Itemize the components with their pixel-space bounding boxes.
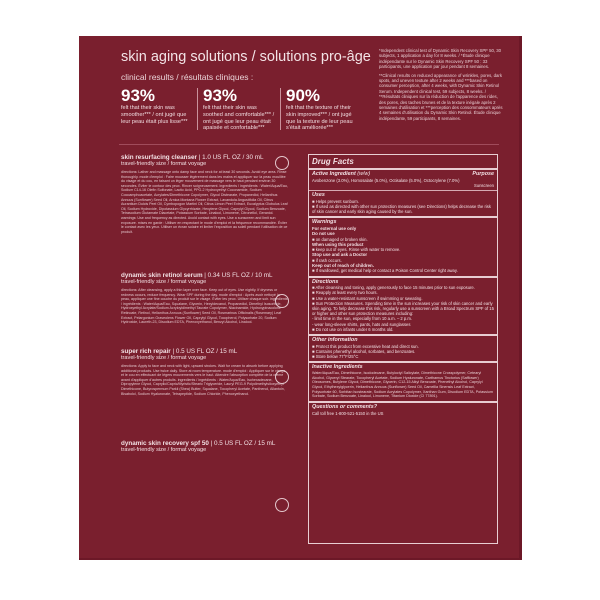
product-size: | 0.34 US FL OZ / 10 mL (204, 272, 273, 279)
use-item: ■ Helps prevent sunburn. (312, 198, 359, 204)
active-ingredient-section (309, 170, 497, 191)
stat-soothed (203, 86, 278, 132)
product-name: dynamic skin recovery spf 50 (121, 440, 209, 447)
other-heading: Other information (312, 337, 358, 344)
product-size: | 1.0 US FL OZ / 30 mL (198, 154, 264, 161)
use-item: ■ If used as directed with other sun protection measures (see Directions) helps decrease the risk of skin cancer and early skin aging caused by the sun. (312, 203, 491, 214)
page-subtitle: clinical results / résultats cliniques : (121, 72, 254, 82)
active-heading: Active Ingredient (312, 171, 356, 177)
stat-divider (197, 88, 198, 130)
product-format: travel-friendly size / format voyage (121, 161, 207, 168)
directions-heading: Directions (312, 278, 339, 285)
stat-percent: 90% (286, 86, 321, 105)
other-info-section (309, 336, 497, 363)
section-divider (119, 144, 499, 145)
direction-item: - limit time in the sun, especially from 10 a.m. – 2 p.m. (312, 316, 413, 322)
direction-item: ■ Sun Protection Measures. Spending time in the sun increases your risk of skin cancer and early skin aging. To help decrease this risk, regularly use a sunscreen with a Broad Spectrum SPF of 15 or higher and other sun protection measures including: (312, 300, 494, 317)
purpose-heading: Purpose (472, 171, 494, 177)
page-title: skin aging solutions / solutions pro-âge (121, 49, 371, 65)
product-list (121, 154, 289, 456)
inactive-section (309, 363, 497, 403)
active-suffix: (w/w) (357, 171, 371, 177)
warn-external: For external use only (312, 225, 357, 231)
other-item: ■ Protect this product from excessive heat and direct sun. (312, 343, 419, 349)
other-item: ■ Store below 77°F/25°C (312, 354, 359, 360)
directions-section (309, 278, 497, 336)
questions-heading: Questions or comments? (312, 404, 377, 411)
drug-facts-title: Drug Facts (309, 155, 497, 170)
purpose-text: Sunscreen (473, 182, 494, 188)
clinical-footnotes (379, 48, 504, 124)
product-cleanser (121, 154, 289, 268)
stat-percent: 93% (121, 86, 156, 105)
warn-keep: ■ If swallowed, get medical help or contact a Poison Control Center right away. (312, 268, 458, 274)
product-details: directions: After cleansing, apply a thin layer over face. Keep out of eyes. Use nightly. If dryness or redness occurs, reduce frequency. Wear SPF during the day. mode d'emploi : Après avoir nettoyé la peau, appliquer une fine couche du produit sur le visage. Éviter les yeux. Utiliser chaque soir. ingredients / ingrédients : Water/Aqua/Eau, Squalane, Glycerin, Hexyldecanol, Propanediol, Dimethyl Isosorbide, Hydroxyethyl Acrylate/Sodium Acryloyldimethyl Taurate Copolymer, Niacinamide, Hydroxypinacolone Retinoate, Retinol, Helianthus Annuus (Sunflower) Seed Oil, Rosmarinus Officinalis (Rosemary) Leaf Extract, Pelargonium Graveolens Flower Oil, Caprylyl Glycol, Tocopherol, Polysorbate 20, Sodium Hydroxide, Laureth-23, Disodium EDTA, Phenoxyethanol, Benzyl Alcohol, Linalool. (121, 288, 288, 325)
recycle-icon (275, 156, 289, 170)
product-skin-recovery (121, 440, 289, 454)
questions-text: Call toll free 1-800-521-5150 in the US (312, 410, 384, 416)
warn-when: ■ keep out of eyes. Rinse with water to remove. (312, 247, 401, 253)
warn-donot-heading: Do not use (312, 231, 335, 237)
active-text: Avobenzone (3.0%), Homosalate (5.0%), Octisalate (5.0%), Octocrylene (7.0%) (312, 177, 460, 183)
product-format: travel-friendly size / format voyage (121, 355, 207, 362)
inactive-text: Water/Aqua/Eau, Dimethicone, Isododecane, Butyloctyl Salicylate, Dimethicone Crosspolymer, Cetearyl Alcohol, Glyceryl Stearate, Tocopheryl Acetate, Sodium Hyaluronate, Carthamus Tinctorius (Safflower) Oleosomes, Butylene Glycol, Dimethicone, Glycerin, C12-15 Alkyl Benzoate, Phenethyl Alcohol, Caprylyl Glycol, Ethylhexylglycerin, Helianthus Annuus (Sunflower) Seed Oil, Camellia Sinensis Leaf Extract, Polysorbate 60, Sorbitan Isostearate, Sodium Acrylates Copolymer, Xanthan Gum, Disodium EDTA, Potassium Sorbate, Sodium Benzoate, Linalool, Limonene, Titanium Dioxide (CI 77891). (312, 370, 493, 399)
product-size: | 0.5 US FL OZ / 15 mL (210, 440, 276, 447)
recycle-icon (275, 498, 289, 512)
direction-item: ■ Use a water-resistant sunscreen if swimming or sweating. (312, 295, 423, 301)
direction-item: ■ After cleansing and toning, apply generously to face 15 minutes prior to sun exposure. (312, 285, 475, 291)
direction-item: - wear long-sleeve shirts, pants, hats and sunglasses (312, 321, 411, 327)
product-box-back (79, 36, 522, 560)
questions-section (309, 403, 497, 418)
direction-item: ■ Do not use on infants under 6 months old. (312, 326, 394, 332)
warn-when-heading: When using this product (312, 241, 364, 247)
warnings-heading: Warnings (312, 219, 337, 226)
warn-keep-heading: Keep out of reach of children. (312, 263, 374, 269)
stat-texture (286, 86, 361, 132)
warn-donot: ■ on damaged or broken skin. (312, 236, 368, 242)
other-item: ■ Contains phenethyl alcohol, sorbates, and benzoates. (312, 348, 416, 354)
warnings-section (309, 218, 497, 277)
direction-item: ■ Reapply at least every two hours. (312, 290, 378, 296)
stat-text: felt that the texture of their skin improved*** / ont jugé que la texture de leur peau s'était améliorée*** (286, 105, 353, 132)
footnote: **Clinical results on reduced appearance of wrinkles, pores, dark spots, and uneven texture after 2 weeks and ***based on consumer perception, after 4 weeks, with Dynamic Skin Retinol Serum. Independent clinical test, 59 subjects, 8 weeks. / **Résultats cliniques sur la réduction de l'apparence des rides, des pores, des taches brunes et de la texture inégale après 2 semaines d'utilisation et ***perception des consommateurs après 4 semaines d'utilisation du Dynamic Skin Retinol. Étude clinique indépendante, 59 participants, 8 semaines. (379, 72, 503, 121)
inactive-heading: Inactive Ingredients (312, 364, 363, 371)
drug-facts-panel (308, 154, 498, 544)
uses-heading: Uses (312, 192, 325, 198)
product-name: super rich repair (121, 348, 171, 355)
product-details: directions: Apply to face and neck with light, upward strokes. Wait for cream to absorb before applying additional products. Use twice daily. Store at room temperature. mode d'emploi : Appliquer sur le visage et le cou en effectuant de légers mouvements vers le haut. Attendre l'absorption complète de la crème avant d'appliquer d'autres produits. ingredients / ingrédients : Water/Aqua/Eau, Isohexadecane, Dipropylene Glycol, Caprylic/Capric/Myristic/Stearic Triglyceride, Lauryl PEG-9 Polydimethylsiloxyethyl Dimethicone, Butyrospermum Parkii (Shea) Butter, Squalane, Tocopheryl Acetate, Panthenol, Allantoin, Bisabolol, Sodium Hyaluronate, Tetrapeptide, Sodium Chloride, Phenoxyethanol. (121, 364, 286, 396)
stat-smoother (121, 86, 196, 125)
recycle-icon (275, 294, 289, 308)
warn-stop-heading: Stop use and ask a Doctor (312, 252, 368, 258)
product-retinol-serum (121, 272, 289, 344)
product-name: dynamic skin retinol serum (121, 272, 203, 279)
uses-section (309, 191, 497, 218)
stat-divider (280, 88, 281, 130)
product-name: skin resurfacing cleanser (121, 154, 197, 161)
stat-text: felt that their skin was smoother*** / ont jugé que leur peau était plus lisse*** (121, 105, 188, 125)
footnote: *Independent clinical test of Dynamic Skin Recovery SPF 50, 30 subjects, 1 application a day for 8 weeks. / *Étude clinique indépendante sur le Dynamic Skin Recovery SPF 50 : 33 participants, une application par jour pendant 8 semaines. (379, 48, 502, 70)
stat-text: felt that their skin was soothed and comfortable*** / ont jugé que leur peau était apaisée et confortable*** (203, 105, 275, 132)
recycle-icon (275, 370, 289, 384)
product-format: travel-friendly size / format voyage (121, 447, 207, 454)
product-size: | 0.5 US FL OZ / 15 mL (172, 348, 238, 355)
product-super-rich-repair (121, 348, 289, 436)
warn-stop: ■ if rash occurs. (312, 257, 342, 263)
product-details: directions: Lather and massage onto damp face and neck for at least 30 seconds. Avoid eye area. Rinse thoroughly. mode d'emploi : Faire mousser légèrement dans les mains et appliquer sur la peau mouillée du visage et du cou, en faisant un léger mouvement de massage vers le haut pendant environ 30 secondes. Éviter le contour des yeux. Rincer soigneusement. ingredients / ingrédients : Water/Aqua/Eau, Sodium C14-16 Olefin Sulfonate, Lactic Acid, PPG-2 Hydroxyethyl Coconamide, Sodium Cocoamphoacetate, Acrylates/Dimethicone Copolymer, Glycol Distearate, Propanediol, Helianthus Annuus (Sunflower) Seed Oil, Arnica Montana Flower Extract, Lavandula Angustifolia Oil, Citrus Aurantium Dulcis Peel Oil, Cymbopogon Martini Oil, Citrus Limon Peel Extract, Eucalyptus Globulus Leaf Oil, Sodium Hydroxide, Dipotassium Glycyrrhizate, Hexylene Glycol, Caprylyl Glycol, Sodium Benzoate, Tetrasodium Glutamate Diacetate, Potassium Sorbate, Linalool, Limonene, Citronellol, Geraniol. warnings: Use and frequency as directed. Avoid contact with eyes. Use a sunscreen and limit sun exposure. mises en garde : Utiliser en respectant le mode d'emploi et la fréquence recommandée. Éviter le contact avec les yeux. Utiliser un écran solaire et limiter l'exposition au soleil pendant l'utilisation de ce produit. (121, 170, 288, 234)
product-format: travel-friendly size / format voyage (121, 279, 207, 286)
stat-percent: 93% (203, 86, 238, 105)
